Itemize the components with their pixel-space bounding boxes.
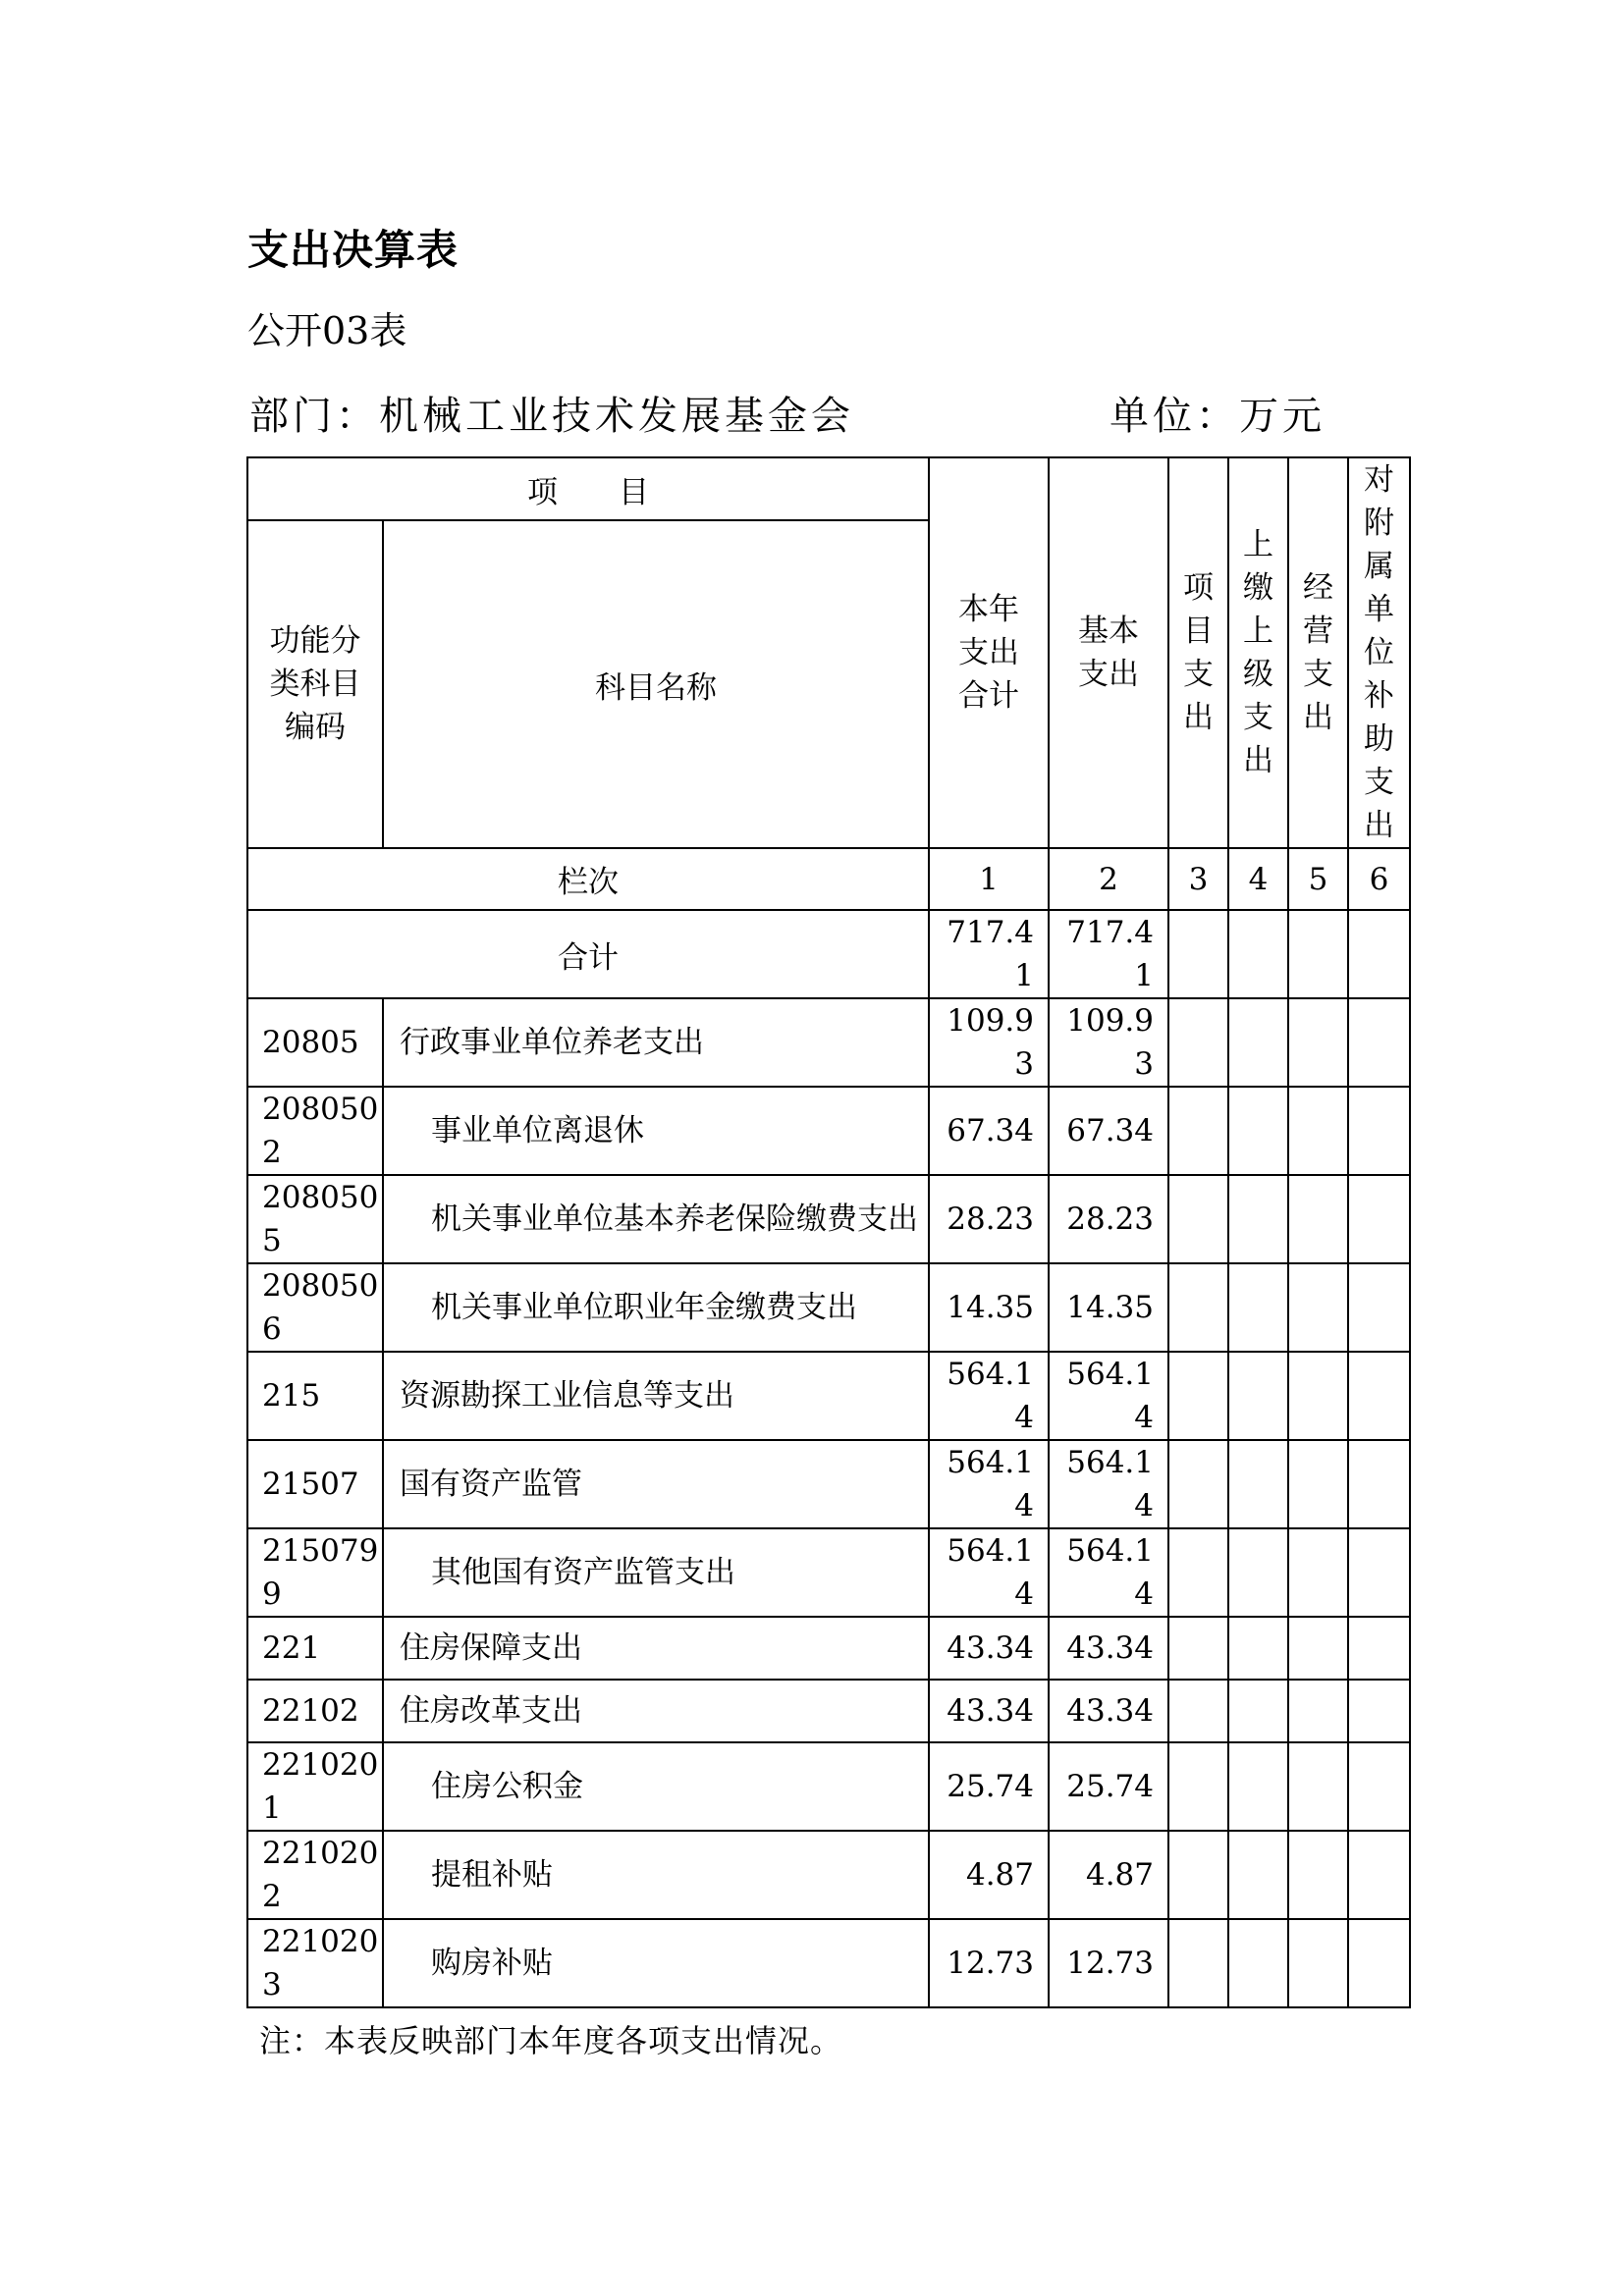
row-code: 215 — [247, 1352, 383, 1440]
row-basic: 43.34 — [1049, 1617, 1168, 1680]
row-code: 21507 — [247, 1440, 383, 1528]
header-upper: 上缴上级支出 — [1228, 457, 1288, 848]
row-total: 43.34 — [929, 1680, 1049, 1742]
row-code: 20805 — [247, 998, 383, 1087]
table-row — [247, 1440, 1410, 1528]
department-label: 部门：机械工业技术发展基金会 — [249, 394, 854, 439]
row-basic: 43.34 — [1049, 1680, 1168, 1742]
column-index-4: 4 — [1228, 848, 1288, 910]
row-basic: 28.23 — [1049, 1175, 1168, 1263]
row-basic: 564.14 — [1049, 1528, 1168, 1617]
row-total: 564.14 — [929, 1440, 1049, 1528]
header-item: 项 目 — [247, 457, 929, 520]
row-code: 2210202 — [247, 1831, 383, 1919]
row-code: 2080502 — [247, 1087, 383, 1175]
row-total: 28.23 — [929, 1175, 1049, 1263]
table-row — [247, 1680, 1410, 1742]
table-note: 注：本表反映部门本年度各项支出情况。 — [259, 2022, 843, 2059]
header-basic: 基本支出 — [1049, 457, 1168, 848]
table-row — [247, 1263, 1410, 1352]
row-basic: 4.87 — [1049, 1831, 1168, 1919]
column-index-label: 栏次 — [247, 848, 929, 910]
row-total: 109.93 — [929, 998, 1049, 1087]
total-label: 合计 — [247, 910, 929, 998]
header-subsidiary: 对附属单位补助支出 — [1348, 457, 1410, 848]
expenditure-table — [246, 456, 1411, 2008]
row-basic: 12.73 — [1049, 1919, 1168, 2007]
row-basic: 109.93 — [1049, 998, 1168, 1087]
column-index-5: 5 — [1288, 848, 1348, 910]
row-name: 机关事业单位基本养老保险缴费支出 — [383, 1175, 929, 1263]
row-total: 4.87 — [929, 1831, 1049, 1919]
row-total: 564.14 — [929, 1528, 1049, 1617]
table-row — [247, 1175, 1410, 1263]
total-value: 717.41 — [929, 910, 1049, 998]
column-index-6: 6 — [1348, 848, 1410, 910]
column-index-2: 2 — [1049, 848, 1168, 910]
row-name: 事业单位离退休 — [383, 1087, 929, 1175]
column-index-3: 3 — [1168, 848, 1228, 910]
table-row — [247, 1742, 1410, 1831]
table-row — [247, 1528, 1410, 1617]
row-total: 564.14 — [929, 1352, 1049, 1440]
basic-value: 717.41 — [1049, 910, 1168, 998]
row-basic: 564.14 — [1049, 1352, 1168, 1440]
row-name: 国有资产监管 — [383, 1440, 929, 1528]
total-row — [247, 910, 1410, 998]
row-name: 提租补贴 — [383, 1831, 929, 1919]
row-total: 43.34 — [929, 1617, 1049, 1680]
row-total: 14.35 — [929, 1263, 1049, 1352]
header-subject-name: 科目名称 — [383, 520, 929, 848]
row-total: 25.74 — [929, 1742, 1049, 1831]
row-total: 67.34 — [929, 1087, 1049, 1175]
row-name: 机关事业单位职业年金缴费支出 — [383, 1263, 929, 1352]
table-row — [247, 1919, 1410, 2007]
table-row — [247, 1831, 1410, 1919]
page-title: 支出决算表 — [247, 226, 460, 274]
header-project: 项目支出 — [1168, 457, 1228, 848]
row-total: 12.73 — [929, 1919, 1049, 2007]
table-row — [247, 1352, 1410, 1440]
row-name: 其他国有资产监管支出 — [383, 1528, 929, 1617]
row-basic: 564.14 — [1049, 1440, 1168, 1528]
header-func-code: 功能分类科目编码 — [247, 520, 383, 848]
table-number: 公开03表 — [247, 309, 407, 352]
table-row — [247, 1617, 1410, 1680]
row-code: 221 — [247, 1617, 383, 1680]
row-basic: 67.34 — [1049, 1087, 1168, 1175]
header-total: 本年支出合计 — [929, 457, 1049, 848]
column-index-1: 1 — [929, 848, 1049, 910]
row-name: 资源勘探工业信息等支出 — [383, 1352, 929, 1440]
row-code: 2150799 — [247, 1528, 383, 1617]
row-name: 住房保障支出 — [383, 1617, 929, 1680]
row-name: 住房公积金 — [383, 1742, 929, 1831]
header-business: 经营支出 — [1288, 457, 1348, 848]
row-name: 行政事业单位养老支出 — [383, 998, 929, 1087]
row-code: 2210201 — [247, 1742, 383, 1831]
row-name: 住房改革支出 — [383, 1680, 929, 1742]
row-code: 2210203 — [247, 1919, 383, 2007]
unit-label: 单位：万元 — [1110, 394, 1326, 439]
row-code: 2080505 — [247, 1175, 383, 1263]
table-row — [247, 998, 1410, 1087]
row-basic: 14.35 — [1049, 1263, 1168, 1352]
row-code: 2080506 — [247, 1263, 383, 1352]
row-name: 购房补贴 — [383, 1919, 929, 2007]
table-row — [247, 1087, 1410, 1175]
row-basic: 25.74 — [1049, 1742, 1168, 1831]
row-code: 22102 — [247, 1680, 383, 1742]
